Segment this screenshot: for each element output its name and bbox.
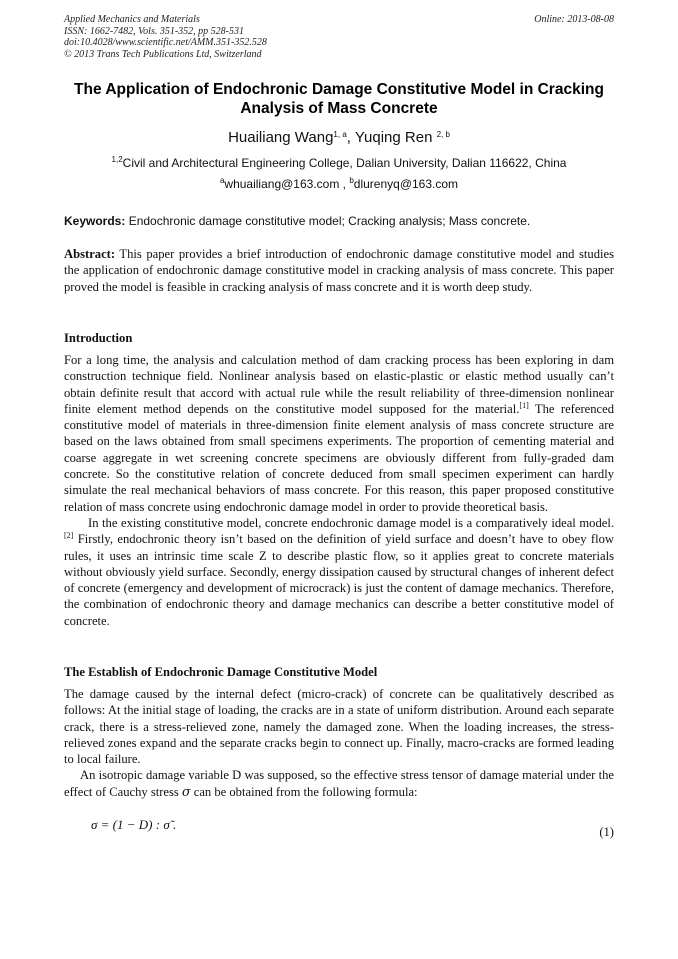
intro-paragraph-2: [64, 515, 614, 629]
author-1-sup: 1, a: [333, 130, 347, 139]
affiliation: [54, 156, 624, 171]
issn-line: ISSN: 1662-7482, Vols. 351-352, pp 528-531: [64, 25, 244, 37]
author-2-sup: 2, b: [436, 130, 450, 139]
journal-name: Applied Mechanics and Materials: [64, 14, 200, 25]
author-list: [54, 129, 624, 147]
title-line-1: The Application of Endochronic Damage Constitutive Model in Cracking: [74, 81, 604, 98]
est-p2-text-b: can be obtained from the following formula:: [190, 784, 418, 799]
abstract: [64, 246, 614, 295]
email-a-sup: a: [219, 176, 225, 185]
email-a[interactable]: whuailiang@163.com: [224, 177, 340, 191]
abstract-text: This paper provides a brief introduction of endochronic damage constitutive model and studies the application of endochronic damage constitutive model in cracking analysis of mass concrete. This paper proved the model is feasible in cracking analysis of mass concrete and it is worth deep study.: [64, 247, 614, 294]
email-separator: ,: [339, 177, 350, 191]
affiliation-sup: 1,2: [111, 155, 123, 164]
author-2-name: Yuqing Ren: [354, 129, 437, 146]
citation-2[interactable]: [2]: [64, 531, 74, 541]
intro-paragraph-1: [64, 352, 614, 515]
section-heading-introduction: Introduction: [64, 331, 133, 345]
keywords-label: Keywords:: [64, 214, 126, 228]
author-emails: [54, 177, 624, 192]
est-p2-text-a: An isotropic damage variable D was supposed, so the effective stress tensor of damage material under the effect of Cauchy stress: [64, 768, 614, 799]
sigma-symbol: σ: [181, 783, 191, 799]
doi-line[interactable]: doi:10.4028/www.scientific.net/AMM.351-352.528: [64, 37, 267, 48]
equation-1-dot: .: [169, 817, 177, 832]
intro-p2-text-b: Firstly, endochronic theory isn’t based on the definition of yield surface and doesn’t have to obey flow rules, it uses an intrinsic time scale Z to describe plastic flow, so it applies great to concrete materials without obviously yield surface. Secondly, energy dissipation caused by structural changes of inherent defect of concrete (emergency and development of microcrack) is just the content of damage mechanics. Therefore, the combination of endochronic theory and damage mechanics can describe a better constitutive model of concrete.: [64, 532, 614, 628]
copyright-line: © 2013 Trans Tech Publications Ltd, Switzerland: [64, 48, 262, 60]
citation-1[interactable]: [1]: [519, 400, 529, 410]
intro-p1-text-a: For a long time, the analysis and calculation method of dam cracking process has been exploring in dam construction technique field. Nonlinear analysis based on elastic-plastic or elastic method usually can’t obtain definite result that accord with actual rule while the result reliability of three-dimension nonlinear finite element method depends on the constitutive model supposed for the material.: [64, 353, 614, 416]
author-separator: ,: [346, 129, 355, 146]
establish-paragraph-1: The damage caused by the internal defect (micro-crack) of concrete can be qualitatively described as follows: At the initial stage of loading, the cracks are in a state of uniform distribution. Around each separate crack, there is a stress-relieved zone, namely the damaged zone. When the loading increases, the stress-relieved zones expand and the separate cracks begin to connect up. Finally, macro-cracks are formed leading to local failure.: [64, 687, 614, 767]
establish-paragraph-2: [64, 767, 614, 800]
email-b[interactable]: dlurenyq@163.com: [353, 177, 459, 191]
introduction-body: [64, 352, 614, 629]
email-b-sup: b: [349, 176, 354, 185]
keywords-text: Endochronic damage constitutive model; Cracking analysis; Mass concrete.: [125, 214, 531, 228]
abstract-label: Abstract:: [64, 247, 116, 261]
section-heading-establish: The Establish of Endochronic Damage Constitutive Model: [64, 665, 378, 679]
author-1-name: Huailiang Wang: [228, 129, 334, 146]
paper-title: [54, 80, 624, 118]
journal-header: [64, 14, 267, 60]
intro-p1-text-b: The referenced constitutive model of materials in three-dimension finite element analysis of mass concrete structure are based on the laws obtained from small specimens experiments. The proportion of cementing material and coarse aggregate in wet screening concrete specimens are obviously different from fully-graded dam concrete. So the constitutive relation of concrete deduced from small specimen experiment can hardly simulate the real mechanical behaviors of mass concrete. For this reason, this paper proposed constitutive relation of mass concrete using endochronic damage model in order to provide theoretical basis.: [64, 401, 614, 514]
online-date: Online: 2013-08-08: [534, 14, 614, 25]
equation-1-expression: σ = (1 − D) : σ̃: [91, 817, 170, 832]
equation-1: [91, 817, 176, 833]
equation-1-number: (1): [599, 825, 614, 839]
intro-p2-text-a: In the existing constitutive model, concrete endochronic damage model is a comparatively ideal model.: [88, 515, 614, 530]
affiliation-text: Civil and Architectural Engineering College, Dalian University, Dalian 116622, China: [122, 156, 567, 170]
title-line-2: Analysis of Mass Concrete: [240, 100, 438, 117]
keywords: [64, 214, 614, 229]
establish-body: [64, 686, 614, 800]
